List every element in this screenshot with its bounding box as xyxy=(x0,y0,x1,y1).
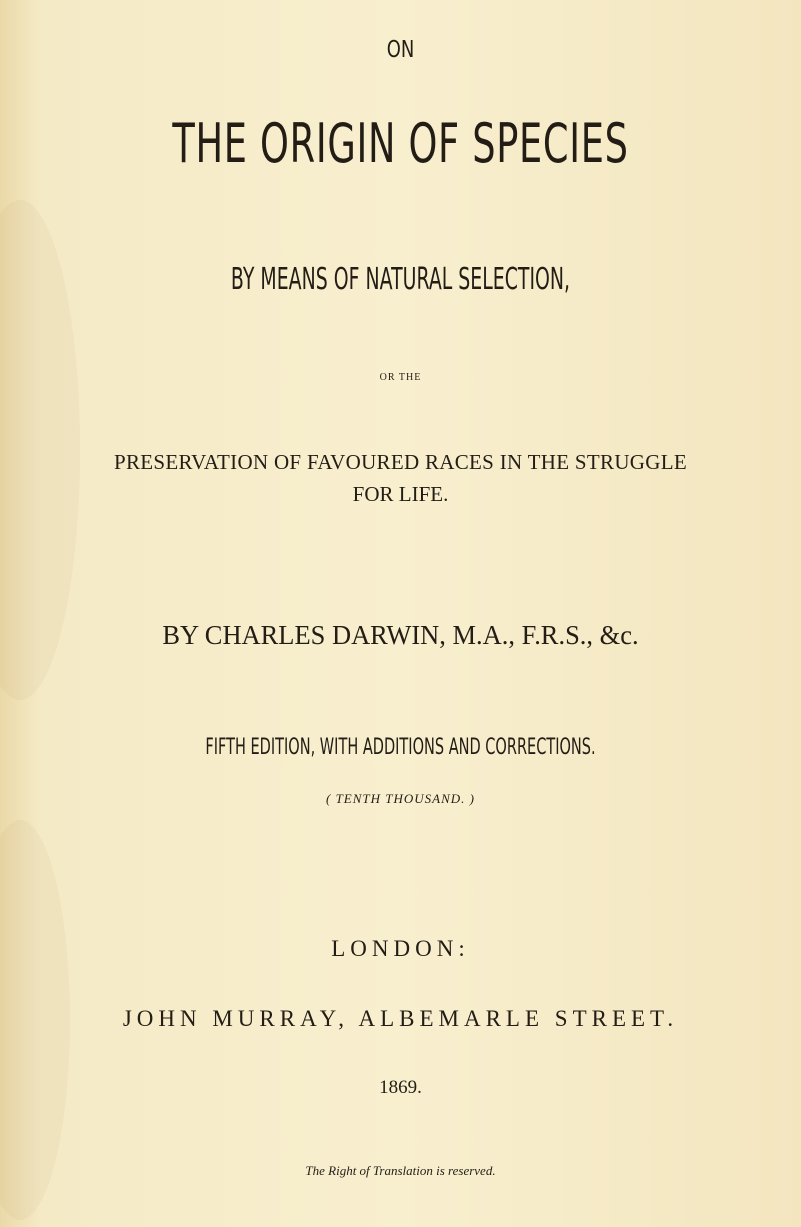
author-line: BY CHARLES DARWIN, M.A., F.R.S., &c. xyxy=(162,620,639,650)
preposition-on: ON xyxy=(386,37,415,63)
imprint-city: LONDON: xyxy=(331,936,470,961)
edition-statement: FIFTH EDITION, WITH ADDITIONS AND CORRECTIONS. xyxy=(205,735,596,760)
alternate-title-line-2: FOR LIFE. xyxy=(352,482,449,506)
imprint-year: 1869. xyxy=(379,1077,422,1098)
imprint-publisher: JOHN MURRAY, ALBEMARLE STREET. xyxy=(122,1006,679,1031)
printing-statement: ( TENTH THOUSAND. ) xyxy=(325,791,475,806)
rights-notice: The Right of Translation is reserved. xyxy=(305,1163,496,1178)
book-subtitle: BY MEANS OF NATURAL SELECTION, xyxy=(230,262,571,297)
or-the-connector: OR THE xyxy=(379,372,422,383)
book-title: THE ORIGIN OF SPECIES xyxy=(172,112,629,175)
alternate-title-line-1: PRESERVATION OF FAVOURED RACES IN THE STRUGGLE xyxy=(114,450,687,474)
